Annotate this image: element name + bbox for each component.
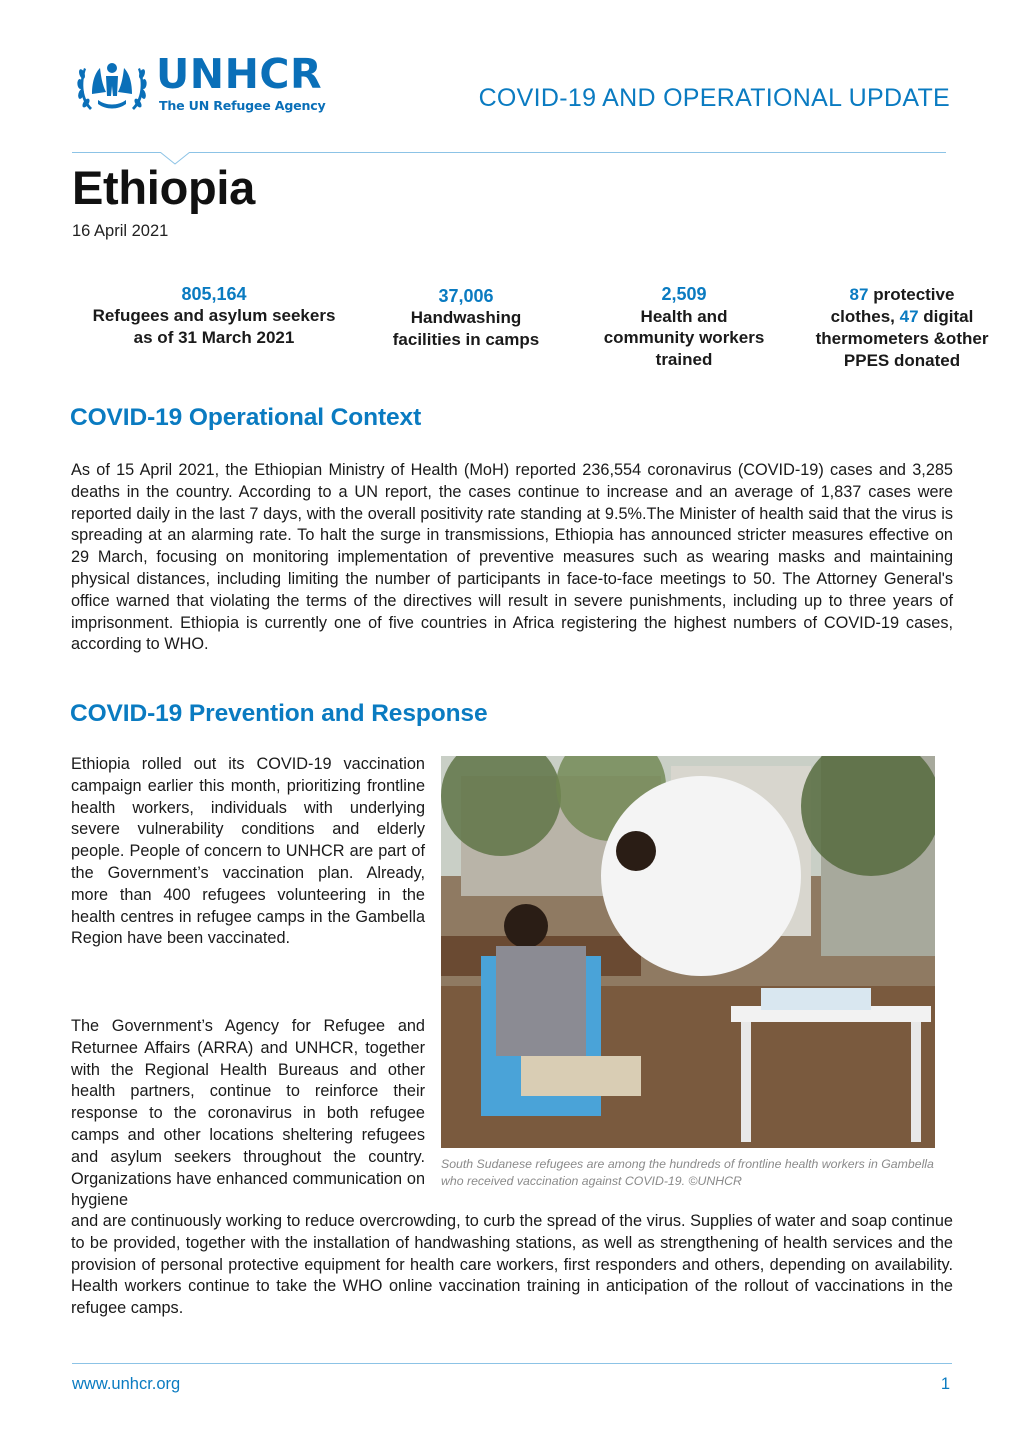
response-paragraph: Ethiopia rolled out its COVID-19 vaccination campaign earlier this month, prioritizing frontline health workers, individuals with underlying severe vulnerability conditions and elderly people. People of concern to UNHCR are part of the Government’s vaccination plan. Already, more than 400 refugees volunteering in the health centres in refugee camps in the Gambella Region have been vaccinated. xyxy=(71,755,425,948)
stat-label: PPES donated xyxy=(843,351,961,370)
header-divider xyxy=(72,152,946,153)
stat-health-workers xyxy=(590,284,778,370)
document-type: COVID-19 AND OPERATIONAL UPDATE xyxy=(478,84,950,112)
report-date: 16 April 2021 xyxy=(72,222,169,240)
stat-label: clothes, xyxy=(830,307,900,326)
photo-illustration xyxy=(441,756,935,1148)
stat-number: 37,006 xyxy=(438,286,494,306)
vaccination-photo xyxy=(441,756,935,1148)
unhcr-logo xyxy=(76,50,346,116)
page-number: 1 xyxy=(940,1375,950,1393)
stat-label: Handwashing xyxy=(410,308,522,327)
stat-label: community workers xyxy=(603,328,765,347)
footer-divider xyxy=(72,1363,952,1364)
stat-number: 2,509 xyxy=(661,284,707,304)
stat-label: facilities in camps xyxy=(392,330,540,349)
response-paragraph: and are continuously working to reduce overcrowding, to curb the spread of the virus. Supplies of water and soap continue to be provided, together with the installation of handwashing stations, as well as strengthening of health services and the provision of personal protective equipment for health care workers, first responders and others, depending on availability. Health workers continue to take the WHO online vaccination training in anticipation of the rollout of vaccinations in the refugee camps. xyxy=(71,1212,953,1318)
stat-number: 47 xyxy=(899,307,919,326)
stat-label: thermometers &other xyxy=(815,329,989,348)
stat-number: 87 xyxy=(849,285,869,304)
stat-number: 805,164 xyxy=(181,284,247,304)
unhcr-emblem-icon xyxy=(76,50,148,116)
footer-website-link[interactable]: www.unhcr.org xyxy=(72,1375,181,1393)
context-paragraph: As of 15 April 2021, the Ethiopian Ministry of Health (MoH) reported 236,554 coronavirus (COVID-19) cases and 3,285 deaths in the country. According to a UN report, the cases continue to increase and an average of 1,837 cases were reported daily in the last 7 days, with the overall positivity rate standing at 9.5%.The Minister of health said that the virus is spreading at an alarming rate. To halt the surge in transmissions, Ethiopia has announced stricter measures effective on 29 March, focusing on monitoring implementation of preventive measures such as wearing masks and maintaining physical distances, including limiting the number of participants in face-to-face meetings to 50. The Attorney General's office warned that violating the terms of the directives will result in severe punishments, including up to three years of imprisonment. Ethiopia is currently one of five countries in Africa registering the highest numbers of COVID-19 cases, according to WHO. xyxy=(71,461,953,654)
stat-label: Health and xyxy=(640,306,728,326)
stat-refugees xyxy=(75,283,353,349)
stat-ppe xyxy=(800,284,1004,372)
stat-label: as of 31 March 2021 xyxy=(133,328,295,347)
logo-wordmark: UNHCR xyxy=(156,50,323,98)
section-heading-response: COVID-19 Prevention and Response xyxy=(70,700,488,727)
photo-caption: South Sudanese refugees are among the hundreds of frontline health workers in Gambella who received vaccination against COVID-19. ©UNHCR xyxy=(441,1157,934,1188)
stat-label: digital xyxy=(918,307,974,326)
response-paragraph: The Government’s Agency for Refugee and Returnee Affairs (ARRA) and UNHCR, together with the Regional Health Bureaus and other health partners, continue to reinforce their response to the coronavirus in both refugee camps and other locations sheltering refugees and asylum seekers throughout the country. Organizations have enhanced communication on hygiene xyxy=(71,1017,425,1210)
stat-handwashing xyxy=(378,285,554,351)
stat-label: protective xyxy=(868,285,955,304)
logo-tagline: The UN Refugee Agency xyxy=(159,98,326,113)
stat-label: Refugees and asylum seekers xyxy=(92,306,336,325)
stat-label: trained xyxy=(655,349,713,369)
country-title: Ethiopia xyxy=(72,161,255,214)
section-heading-context: COVID-19 Operational Context xyxy=(70,404,422,431)
